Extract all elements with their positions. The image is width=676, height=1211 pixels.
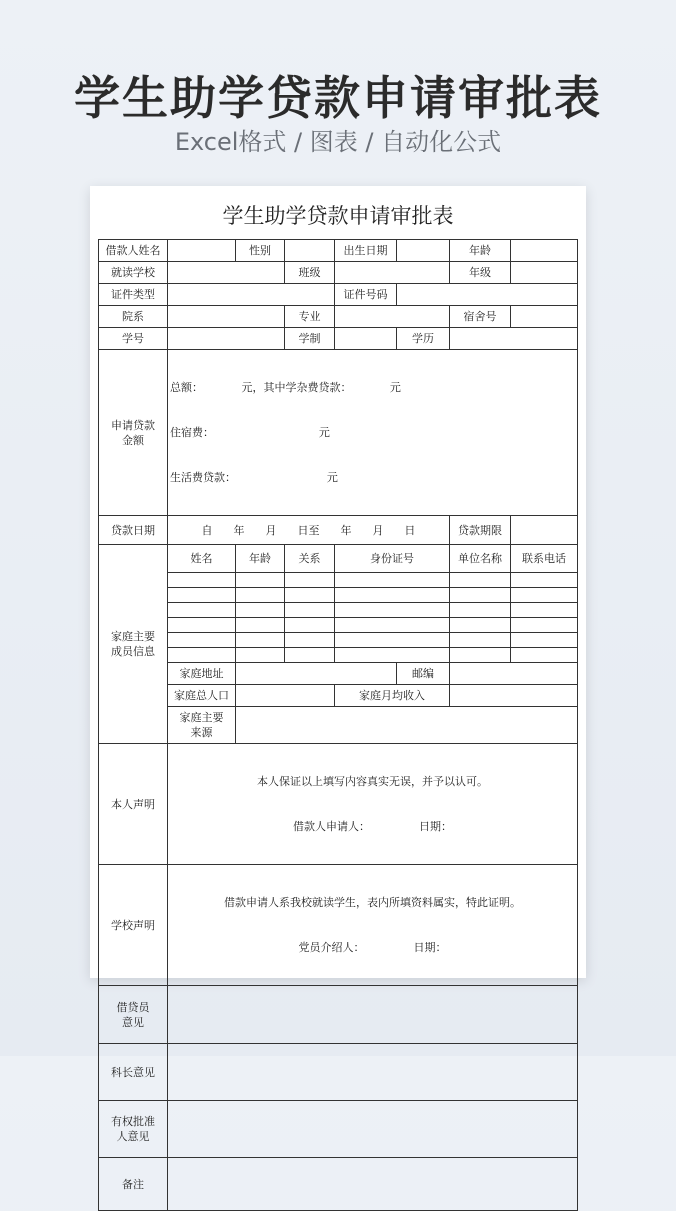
member-phone-cell[interactable] — [511, 573, 578, 588]
label-family-info — [99, 545, 168, 744]
member-phone-cell[interactable] — [511, 633, 578, 648]
form-sheet — [90, 186, 586, 1191]
label-remarks: 备注 — [99, 1158, 168, 1211]
member-name-cell[interactable] — [168, 573, 236, 588]
self-statement-cell[interactable] — [168, 744, 578, 865]
member-employer-cell[interactable] — [450, 618, 511, 633]
label-approver-line2: 人意见 — [116, 1130, 150, 1143]
loan-officer-opinion-cell[interactable] — [168, 986, 578, 1044]
id-type-cell[interactable] — [168, 284, 335, 306]
member-id-cell[interactable] — [335, 618, 450, 633]
label-family-population: 家庭总人口 — [168, 685, 236, 707]
label-income-source — [168, 707, 236, 744]
age-cell[interactable] — [511, 240, 578, 262]
loan-amount-cell[interactable] — [168, 350, 578, 516]
member-relation-cell[interactable] — [285, 648, 335, 663]
member-employer-cell[interactable] — [450, 573, 511, 588]
postcode-cell[interactable] — [450, 663, 578, 685]
birth-date-cell[interactable] — [397, 240, 450, 262]
family-header-relation: 关系 — [285, 545, 335, 573]
label-loan-amount-line1: 申请贷款 — [111, 418, 155, 432]
label-loan-amount-line2: 金额 — [122, 433, 144, 447]
label-class: 班级 — [285, 262, 335, 284]
table-row — [99, 1101, 578, 1158]
self-statement-text: 本人保证以上填写内容真实无误，并予以认可。 — [257, 775, 488, 788]
table-row — [99, 284, 578, 306]
label-loan-amount — [99, 350, 168, 516]
amount-total-line: 总额： 元，其中学杂费贷款： 元 — [170, 381, 401, 394]
label-loan-date: 贷款日期 — [99, 516, 168, 545]
label-income-source-line2: 来源 — [190, 726, 213, 739]
label-loan-officer-line2: 意见 — [122, 1015, 144, 1029]
table-row — [99, 240, 578, 262]
member-phone-cell[interactable] — [511, 603, 578, 618]
dorm-cell[interactable] — [511, 306, 578, 328]
label-income-source-line1: 家庭主要 — [179, 711, 224, 724]
label-section-chief: 科长意见 — [99, 1044, 168, 1101]
family-population-cell[interactable] — [236, 685, 335, 707]
member-employer-cell[interactable] — [450, 588, 511, 603]
member-relation-cell[interactable] — [285, 633, 335, 648]
approver-opinion-cell[interactable] — [168, 1101, 578, 1158]
label-family-info-line2: 成员信息 — [111, 645, 155, 658]
major-cell[interactable] — [335, 306, 450, 328]
income-source-cell[interactable] — [236, 707, 578, 744]
family-member-row — [99, 648, 578, 663]
loan-date-cell[interactable]: 自 年 月 日至 年 月 日 — [168, 516, 450, 545]
label-department: 院系 — [99, 306, 168, 328]
label-school-statement: 学校声明 — [99, 865, 168, 986]
id-number-cell[interactable] — [397, 284, 578, 306]
form-title: 学生助学贷款申请审批表 — [222, 204, 454, 228]
label-education: 学历 — [397, 328, 450, 350]
family-member-row — [99, 588, 578, 603]
school-statement-text: 借款申请人系我校就读学生，表内所填资料属实，特此证明。 — [224, 896, 521, 909]
member-id-cell[interactable] — [335, 633, 450, 648]
member-id-cell[interactable] — [335, 573, 450, 588]
member-phone-cell[interactable] — [511, 588, 578, 603]
label-approver — [99, 1101, 168, 1158]
table-row — [99, 986, 578, 1044]
member-age-cell[interactable] — [236, 573, 285, 588]
section-chief-opinion-cell[interactable] — [168, 1044, 578, 1101]
label-monthly-income: 家庭月均收入 — [335, 685, 450, 707]
member-employer-cell[interactable] — [450, 603, 511, 618]
school-statement-signature: 党员介绍人： 日期： — [298, 941, 447, 954]
table-row — [99, 707, 578, 744]
table-row — [99, 1044, 578, 1101]
member-name-cell[interactable] — [168, 648, 236, 663]
table-row — [99, 516, 578, 545]
family-header-id-number: 身份证号 — [335, 545, 450, 573]
school-statement-cell[interactable] — [168, 865, 578, 986]
table-row — [99, 306, 578, 328]
family-member-row — [99, 633, 578, 648]
label-gender: 性别 — [236, 240, 285, 262]
member-name-cell[interactable] — [168, 618, 236, 633]
member-name-cell[interactable] — [168, 633, 236, 648]
loan-term-cell[interactable] — [511, 516, 578, 545]
label-id-number: 证件号码 — [335, 284, 397, 306]
label-home-address: 家庭地址 — [168, 663, 236, 685]
label-grade: 年级 — [450, 262, 511, 284]
label-loan-officer — [99, 986, 168, 1044]
label-dorm: 宿舍号 — [450, 306, 511, 328]
monthly-income-cell[interactable] — [450, 685, 578, 707]
member-age-cell[interactable] — [236, 648, 285, 663]
family-header-phone: 联系电话 — [511, 545, 578, 573]
label-postcode: 邮编 — [397, 663, 450, 685]
education-cell[interactable] — [450, 328, 578, 350]
member-phone-cell[interactable] — [511, 648, 578, 663]
department-cell[interactable] — [168, 306, 285, 328]
label-family-info-line1: 家庭主要 — [111, 630, 155, 643]
member-relation-cell[interactable] — [285, 603, 335, 618]
member-relation-cell[interactable] — [285, 573, 335, 588]
label-id-type: 证件类型 — [99, 284, 168, 306]
label-loan-officer-line1: 借贷员 — [116, 1000, 150, 1014]
member-relation-cell[interactable] — [285, 588, 335, 603]
family-member-row — [99, 603, 578, 618]
member-age-cell[interactable] — [236, 588, 285, 603]
label-approver-line1: 有权批准 — [111, 1115, 155, 1128]
gender-cell[interactable] — [285, 240, 335, 262]
remarks-cell[interactable] — [168, 1158, 578, 1211]
member-age-cell[interactable] — [236, 633, 285, 648]
label-loan-term: 贷款期限 — [450, 516, 511, 545]
member-phone-cell[interactable] — [511, 618, 578, 633]
member-relation-cell[interactable] — [285, 618, 335, 633]
family-header-employer: 单位名称 — [450, 545, 511, 573]
member-age-cell[interactable] — [236, 603, 285, 618]
schooling-cell[interactable] — [335, 328, 397, 350]
table-row — [99, 744, 578, 865]
self-statement-signature: 借款人申请人： 日期： — [293, 820, 452, 833]
member-id-cell[interactable] — [335, 603, 450, 618]
grade-cell[interactable] — [511, 262, 578, 284]
amount-living-line: 生活费贷款： 元 — [170, 471, 338, 484]
table-row — [99, 1158, 578, 1211]
home-address-cell[interactable] — [236, 663, 397, 685]
member-name-cell[interactable] — [168, 603, 236, 618]
label-school: 就读学校 — [99, 262, 168, 284]
student-id-cell[interactable] — [168, 328, 285, 350]
table-row — [99, 328, 578, 350]
table-row — [99, 545, 578, 573]
table-row — [99, 685, 578, 707]
table-row — [99, 262, 578, 284]
family-header-name: 姓名 — [168, 545, 236, 573]
family-header-age: 年龄 — [236, 545, 285, 573]
application-form-table — [98, 239, 578, 1211]
borrower-name-cell[interactable] — [168, 240, 236, 262]
label-borrower-name: 借款人姓名 — [99, 240, 168, 262]
member-id-cell[interactable] — [335, 648, 450, 663]
poster-title: 学生助学贷款申请审批表 — [74, 71, 602, 125]
member-employer-cell[interactable] — [450, 633, 511, 648]
family-member-row — [99, 573, 578, 588]
label-major: 专业 — [285, 306, 335, 328]
school-cell[interactable] — [168, 262, 285, 284]
table-row — [99, 350, 578, 516]
label-self-statement: 本人声明 — [99, 744, 168, 865]
table-row — [99, 663, 578, 685]
member-age-cell[interactable] — [236, 618, 285, 633]
table-row — [99, 865, 578, 986]
member-name-cell[interactable] — [168, 588, 236, 603]
member-id-cell[interactable] — [335, 588, 450, 603]
label-age: 年龄 — [450, 240, 511, 262]
label-schooling: 学制 — [285, 328, 335, 350]
amount-accommodation-line: 住宿费： 元 — [170, 426, 330, 439]
label-birth-date: 出生日期 — [335, 240, 397, 262]
family-member-row — [99, 618, 578, 633]
label-student-id: 学号 — [99, 328, 168, 350]
member-employer-cell[interactable] — [450, 648, 511, 663]
class-cell[interactable] — [335, 262, 450, 284]
poster-subtitle: Excel格式 / 图表 / 自动化公式 — [174, 128, 502, 156]
